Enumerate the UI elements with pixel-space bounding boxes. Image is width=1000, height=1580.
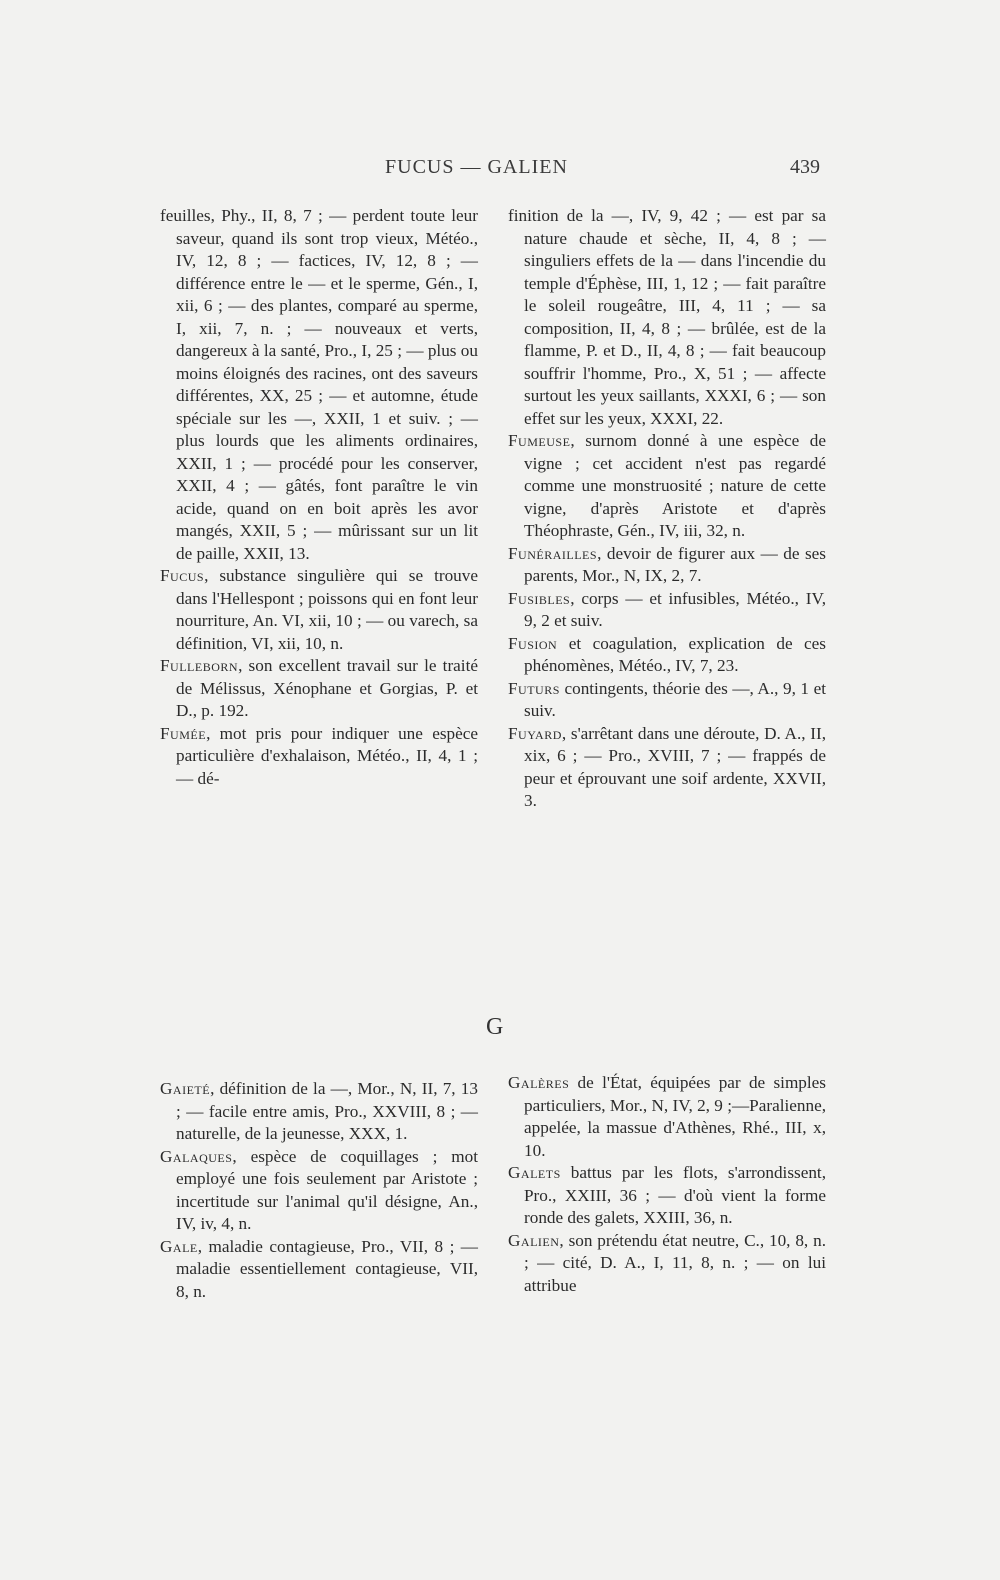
entry-headword: Gale (160, 1236, 198, 1256)
index-entry (160, 1146, 478, 1236)
entry-text: , son prétendu état neutre, C., 10, 8, n. ; — cité, D. A., I, 11, 8, n. ; — on lui attribue (524, 1230, 826, 1295)
entry-headword: Fulleborn (160, 656, 239, 675)
column-left-top (160, 205, 478, 790)
entry-text: battus par les flots, s'arrondissent, Pro., XXIII, 36 ; — d'où vient la forme ronde des galets, XXIII, 36, n. (524, 1163, 826, 1227)
entry-text: , surnom donné à une espèce de vigne ; cet accident n'est pas regardé comme une monstruosité ; nature de cette vigne, d'après Aristote et d'après Théophraste, Gén., IV, iii, 32, n. (524, 431, 826, 540)
column-left-bottom (160, 1078, 478, 1303)
entry-text: , mot pris pour indiquer une espèce particulière d'exhalaison, Météo., II, 4, 1 ; — dé- (176, 723, 478, 788)
index-entry (160, 565, 478, 655)
index-entry (508, 633, 826, 678)
entry-text: , son excellent travail sur le traité de Mélissus, Xénophane et Gorgias, P. et D., p. 192. (176, 656, 478, 720)
entry-text: de l'État, équipées par de simples particuliers, Mor., N, IV, 2, 9 ;—Paralienne, appelée, la massue d'Athènes, Rhé., III, x, 10. (524, 1073, 826, 1160)
entry-text: , corps — et infusibles, Météo., IV, 9, 2 et suiv. (524, 588, 826, 630)
index-entry (160, 723, 478, 791)
entry-text: , s'arrêtant dans une déroute, D. A., II, xix, 6 ; — Pro., XVIII, 7 ; — frappés de peur et éprouvant une soif ardente, XXVII, 3. (524, 723, 826, 810)
entry-headword: Galets (508, 1163, 561, 1182)
entry-headword: Fuyard (508, 723, 562, 743)
index-entry (508, 588, 826, 633)
entry-text: , substance singulière qui se trouve dans l'Hellespont ; poissons qui en font leur nourriture, An. VI, xii, 10 ; — ou varech, sa définition, VI, xii, 10, n. (176, 566, 478, 653)
entry-headword: Fusibles (508, 588, 571, 608)
entry-headword: Galaques (160, 1146, 233, 1166)
entry-text: feuilles, Phy., II, 8, 7 ; — perdent toute leur saveur, quand ils sont trop vieux, Météo., IV, 12, 8 ; — factices, IV, 12, 8 ; — différence entre le — et le sperme, Gén., I, xii, 6 ; — des plantes, comparé au sperme, I, xii, 7, n. ; — nouveaux et verts, dangereux à la santé, Pro., I, 25 ; — plus ou moins éloignés des racines, ont des saveurs différentes, XX, 25 ; — et automne, étude spéciale sur les —, XXII, 1 et suiv. ; — plus lourds que les aliments ordinaires, XXII, 1 ; — procédé pour les conserver, XXII, 4 ; — gâtés, font paraître le vin acide, quand on en boit après les avor mangés, XXII, 5 ; — mûrissant sur un lit de paille, XXII, 13. (160, 206, 478, 563)
entry-text: , devoir de figurer aux — de ses parents, Mor., N, IX, 2, 7. (524, 543, 826, 585)
index-entry (160, 1236, 478, 1304)
entry-headword: Fucus (160, 566, 205, 585)
index-entry (160, 655, 478, 723)
index-entry (508, 1072, 826, 1162)
index-entry (508, 1230, 826, 1298)
index-entry (508, 543, 826, 588)
entry-headword: Galères (508, 1073, 570, 1092)
index-entry (160, 205, 478, 565)
entry-headword: Fumée (160, 723, 207, 743)
entry-headword: Galien (508, 1230, 560, 1250)
column-right-bottom (508, 1072, 826, 1297)
entry-text: , définition de la —, Mor., N, II, 7, 13 ; — facile entre amis, Pro., XXVIII, 8 ; — naturelle, de la jeunesse, XXX, 1. (176, 1079, 478, 1143)
column-right-top (508, 205, 826, 813)
index-entry (508, 1162, 826, 1230)
entry-headword: Fusion (508, 633, 558, 653)
index-entry (508, 430, 826, 543)
entry-text: , maladie contagieuse, Pro., VII, 8 ; — maladie essentiellement contagieuse, VII, 8, n. (176, 1236, 478, 1301)
entry-text: et coagulation, explication de ces phénomènes, Météo., IV, 7, 23. (524, 633, 826, 675)
entry-headword: Gaieté (160, 1079, 211, 1098)
index-entry (508, 205, 826, 430)
page-number: 439 (790, 156, 820, 178)
entry-text: , espèce de coquillages ; mot employé une fois seulement par Aristote ; incertitude sur l'animal qu'il désigne, An., IV, iv, 4, n. (176, 1146, 478, 1233)
index-entry (508, 678, 826, 723)
index-entry (508, 723, 826, 813)
index-entry (160, 1078, 478, 1146)
entry-headword: Fumeuse (508, 431, 571, 450)
entry-headword: Futurs (508, 678, 560, 698)
entry-headword: Funérailles (508, 543, 598, 563)
entry-text: finition de la —, IV, 9, 42 ; — est par sa nature chaude et sèche, II, 4, 8 ; — singuliers effets de la — dans l'incendie du temple d'Éphèse, III, 1, 12 ; — fait paraître le soleil rougeâtre, III, 4, 11 ; — sa composition, II, 4, 8 ; — brûlée, est de la flamme, P. et D., II, 4, 8 ; — fait beaucoup souffrir l'homme, Pro., X, 51 ; — affecte surtout les yeux saillants, XXXI, 6 ; — son effet sur les yeux, XXXI, 22. (508, 206, 826, 428)
running-title: FUCUS — GALIEN (385, 156, 568, 178)
entry-text: contingents, théorie des —, A., 9, 1 et suiv. (524, 678, 826, 720)
section-letter: G (486, 1014, 504, 1040)
